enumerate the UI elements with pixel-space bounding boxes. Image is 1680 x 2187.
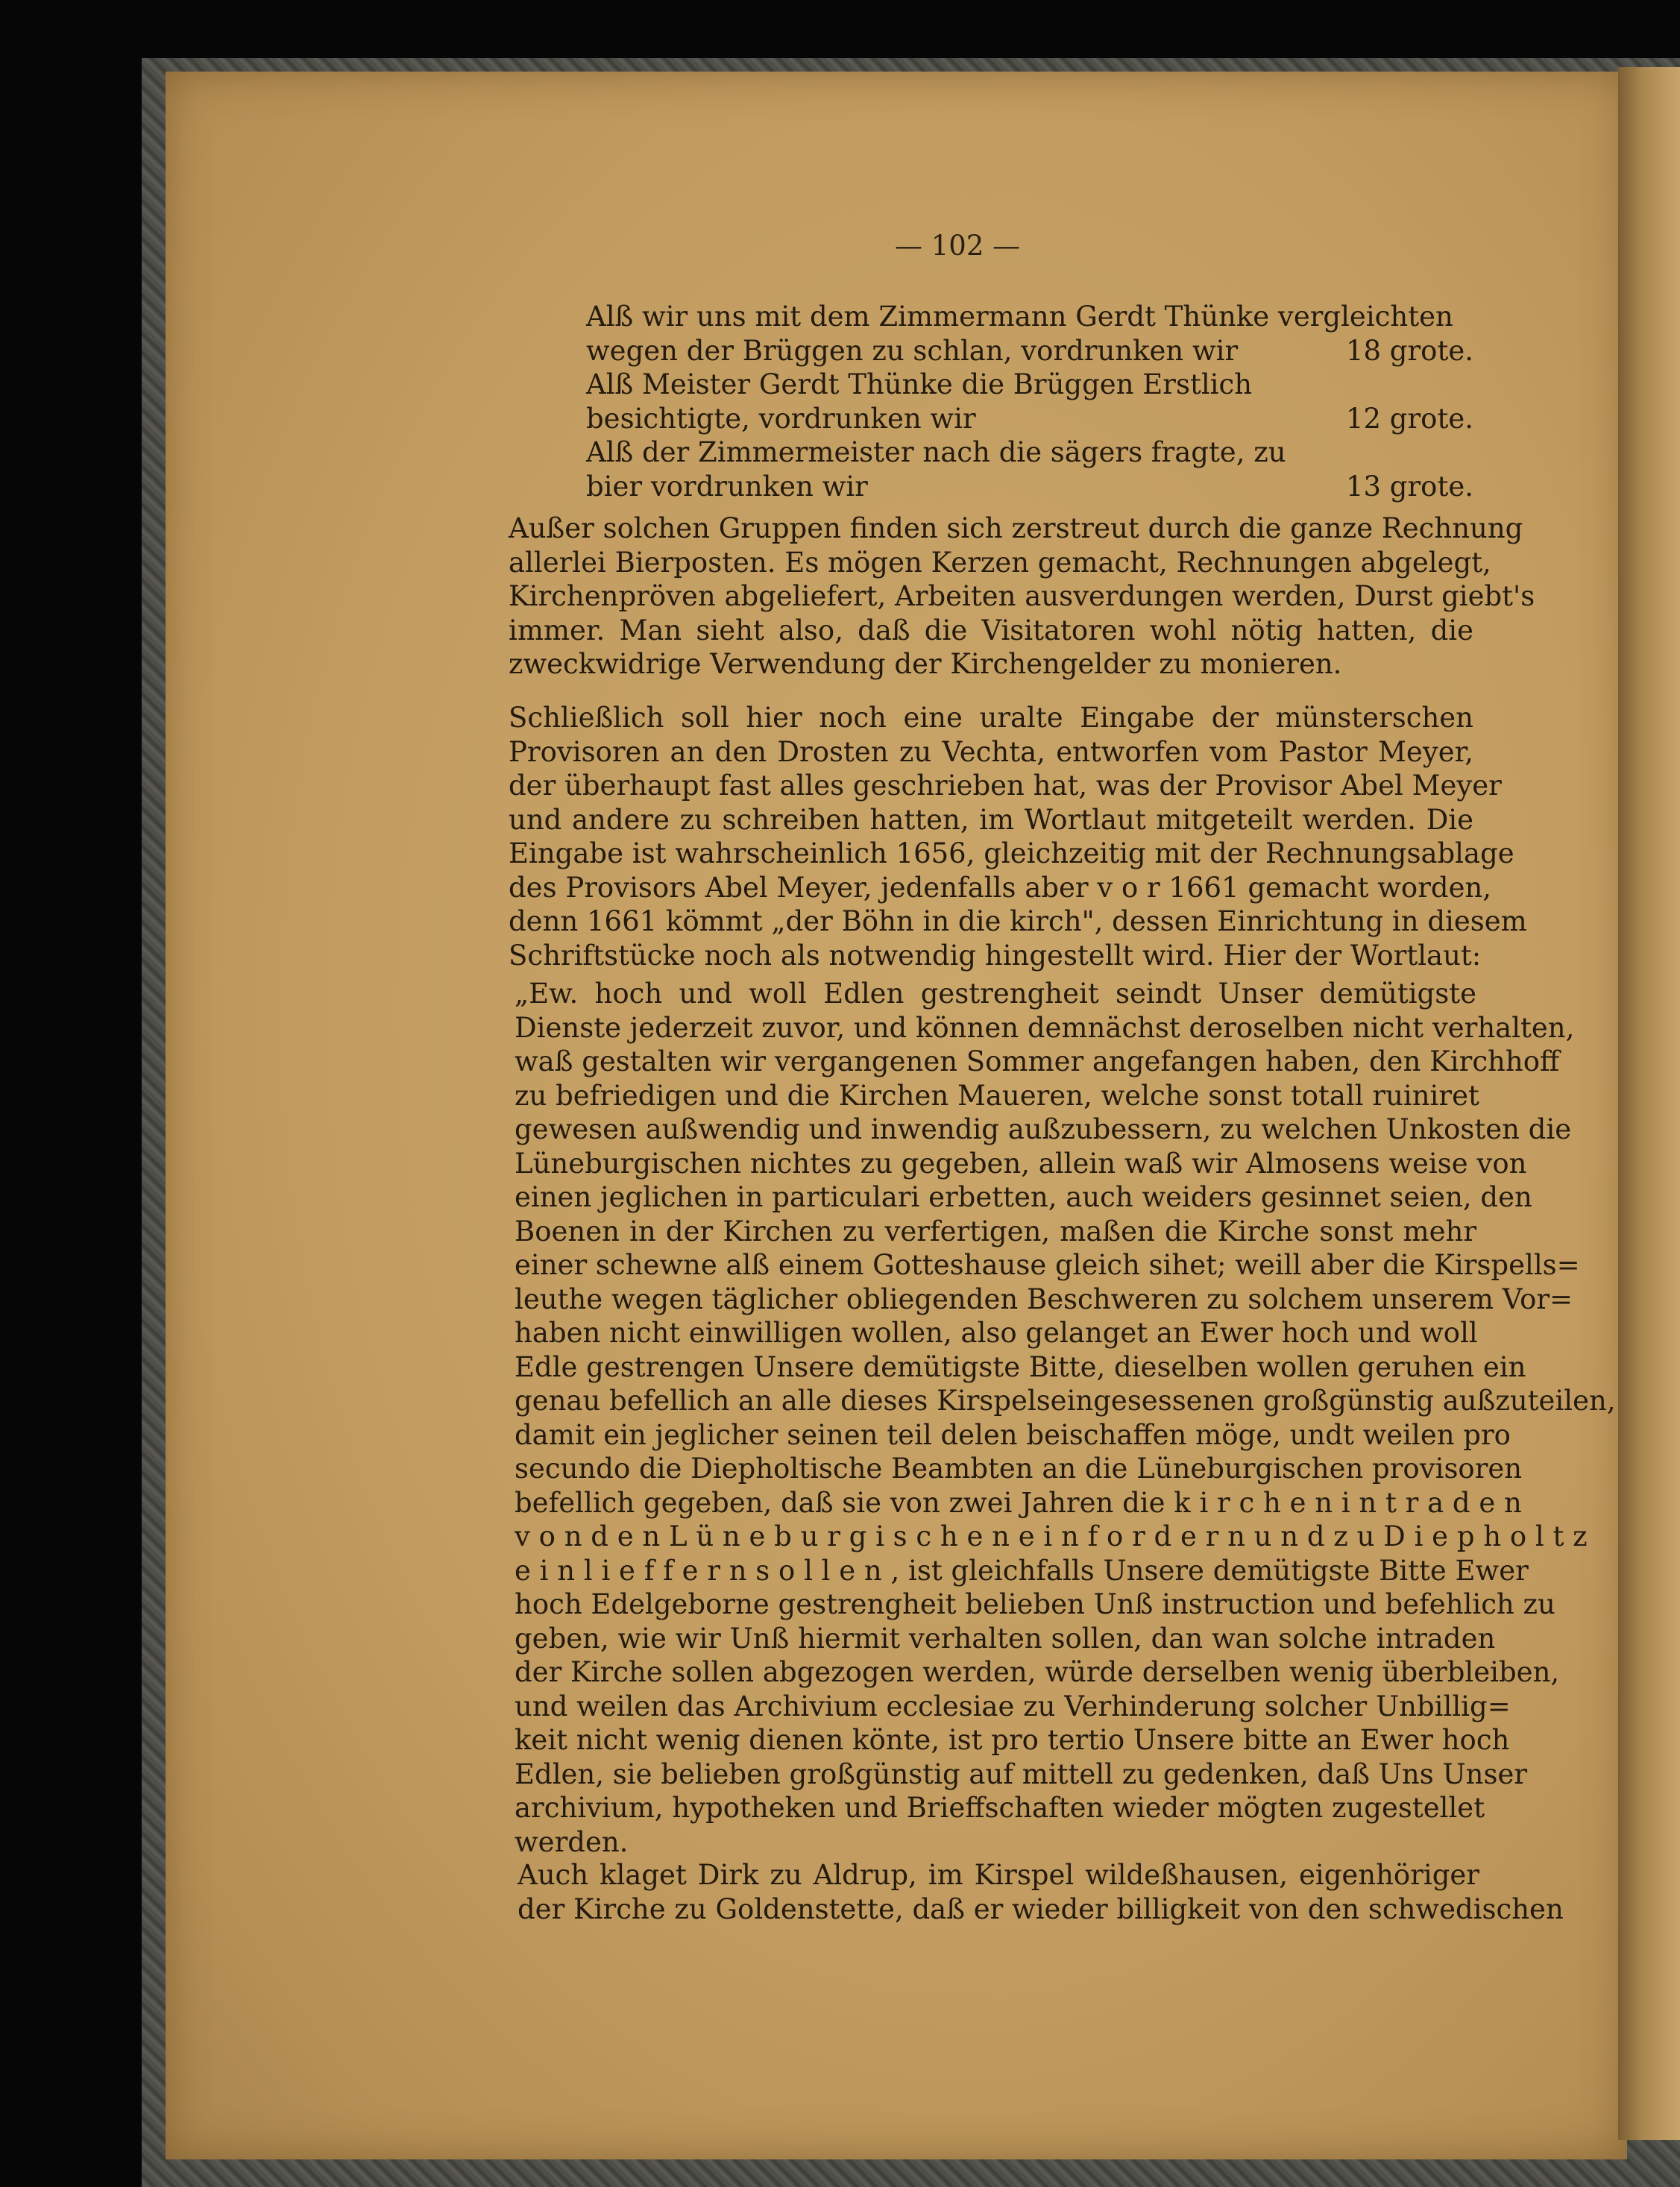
ledger-row <box>586 470 1473 504</box>
text-line: Dienste jederzeit zuvor, und können demnächst deroselben nicht verhalten, <box>515 1011 1575 1044</box>
ledger-amount: 13 grote. <box>1345 470 1473 503</box>
ledger-text: Alß der Zimmermeister nach die sägers fragte, zu <box>586 436 1286 468</box>
text-line: Auch klaget Dirk zu Aldrup, im Kirspel wildeßhausen, eigenhöriger <box>517 1859 1479 1891</box>
text-line: Edlen, sie belieben großgünstig auf mittell zu gedenken, daß Uns Unser <box>515 1758 1528 1790</box>
paragraph-beer-items <box>509 512 1535 682</box>
text-line: Schriftstücke noch als notwendig hingestellt wird. Hier der Wortlaut: <box>509 939 1482 972</box>
text-line: geben, wie wir Unß hiermit verhalten sollen, dan wan solche intraden <box>515 1622 1496 1655</box>
ledger-text: Alß wir uns mit dem Zimmermann Gerdt Thünke vergleichten <box>586 300 1453 333</box>
text-line: Schließlich soll hier noch eine uralte Eingabe der münsterschen <box>509 702 1473 734</box>
text-line: allerlei Bierposten. Es mögen Kerzen gemacht, Rechnungen abgelegt, <box>509 546 1491 579</box>
text-line: v o n d e n L ü n e b u r g i s c h e n e i n f o r d e r n u n d z u D i e p h o l t z <box>515 1520 1588 1552</box>
text-line: zu befriedigen und die Kirchen Maueren, welche sonst totall ruiniret <box>515 1079 1479 1112</box>
ledger-text: wegen der Brüggen zu schlan, vordrunken wir <box>586 334 1239 367</box>
text-line: zweckwidrige Verwendung der Kirchengelder zu monieren. <box>509 648 1342 680</box>
text-line: haben nicht einwilligen wollen, also gelanget an Ewer hoch und woll <box>515 1317 1478 1349</box>
text-line: „Ew. hoch und woll Edlen gestrengheit seindt Unser demütigste <box>515 978 1476 1010</box>
text-line: archivium, hypotheken und Brieffschaften wieder mögten zugestellet <box>515 1792 1485 1824</box>
text-line: Lüneburgischen nichtes zu gegeben, allein waß wir Almosens weise von <box>515 1147 1527 1180</box>
text-line: Kirchenpröven abgeliefert, Arbeiten ausverdungen werden, Durst giebt's <box>509 580 1535 612</box>
ledger-text: Alß Meister Gerdt Thünke die Brüggen Erstlich <box>586 368 1253 400</box>
text-line: waß gestalten wir vergangenen Sommer angefangen haben, den Kirchhoff <box>515 1045 1560 1077</box>
text-line: der Kirche sollen abgezogen werden, würde derselben wenig überbleiben, <box>515 1656 1560 1688</box>
ledger-amount: 12 grote. <box>1345 402 1473 435</box>
text-line: denn 1661 kömmt „der Böhn in die kirch", dessen Einrichtung in diesem <box>509 905 1527 937</box>
text-line: der überhaupt fast alles geschrieben hat, was der Provisor Abel Meyer <box>509 770 1502 802</box>
ledger-row <box>586 300 1473 334</box>
text-line: e i n l i e f f e r n s o l l e n , ist gleichfalls Unsere demütigste Bitte Ewer <box>515 1554 1529 1587</box>
text-line: des Provisors Abel Meyer, jedenfalls aber v o r 1661 gemacht worden, <box>509 871 1492 904</box>
ledger-entries <box>586 300 1473 503</box>
ledger-amount: 18 grote. <box>1345 334 1473 367</box>
text-line: keit nicht wenig dienen könte, ist pro tertio Unsere bitte an Ewer hoch <box>515 1724 1510 1756</box>
text-line: befellich gegeben, daß sie von zwei Jahren die k i r c h e n i n t r a d e n <box>515 1486 1522 1519</box>
text-line: werden. <box>515 1825 629 1858</box>
ledger-text: besichtigte, vordrunken wir <box>586 402 976 435</box>
text-line: secundo die Diepholtische Beambten an die Lüneburgischen provisoren <box>515 1453 1523 1485</box>
text-line: Außer solchen Gruppen finden sich zerstreut durch die ganze Rechnung <box>509 512 1523 544</box>
text-line: genau befellich an alle dieses Kirspelseingesessenen großgünstig außzuteilen, <box>515 1385 1616 1417</box>
paragraph-petition-quote <box>515 977 1616 1859</box>
text-line: Boenen in der Kirchen zu verfertigen, maßen die Kirche sonst mehr <box>515 1215 1476 1247</box>
page-fold <box>1618 67 1680 2140</box>
ledger-row <box>586 334 1473 368</box>
text-line: Edle gestrengen Unsere demütigste Bitte, dieselben wollen geruhen ein <box>515 1350 1526 1383</box>
text-line: Provisoren an den Drosten zu Vechta, entworfen vom Pastor Meyer, <box>509 735 1473 768</box>
text-line: leuthe wegen täglicher obliegenden Beschweren zu solchem unserem Vor= <box>515 1283 1573 1315</box>
paragraph-petition-intro <box>509 701 1527 972</box>
ledger-row <box>586 402 1473 436</box>
text-line: gewesen außwendig und inwendig außzubessern, zu welchen Unkosten die <box>515 1113 1572 1145</box>
ledger-text: bier vordrunken wir <box>586 470 868 503</box>
text-line: und weilen das Archivium ecclesiae zu Verhinderung solcher Unbillig= <box>515 1690 1511 1722</box>
ledger-row <box>586 435 1473 470</box>
text-line: einen jeglichen in particulari erbetten, auch weiders gesinnet seien, den <box>515 1181 1532 1213</box>
text-line: einer schewne alß einem Gotteshause gleich sihet; weill aber die Kirspells= <box>515 1249 1580 1281</box>
text-line: immer. Man sieht also, daß die Visitatoren wohl nötig hatten, die <box>509 614 1473 646</box>
text-line: und andere zu schreiben hatten, im Wortlaut mitgeteilt werden. Die <box>509 803 1473 836</box>
text-line: der Kirche zu Goldenstette, daß er wieder billigkeit von den schwedischen <box>517 1892 1564 1925</box>
page-number: — 102 — <box>895 230 1021 262</box>
text-line: hoch Edelgeborne gestrengheit belieben Unß instruction und befehlich zu <box>515 1588 1555 1620</box>
text-line: damit ein jeglicher seinen teil delen beischaffen möge, undt weilen pro <box>515 1418 1511 1451</box>
ledger-row <box>586 368 1473 402</box>
paragraph-dirk-complaint <box>517 1858 1564 1926</box>
text-line: Eingabe ist wahrscheinlich 1656, gleichzeitig mit der Rechnungsablage <box>509 837 1514 869</box>
